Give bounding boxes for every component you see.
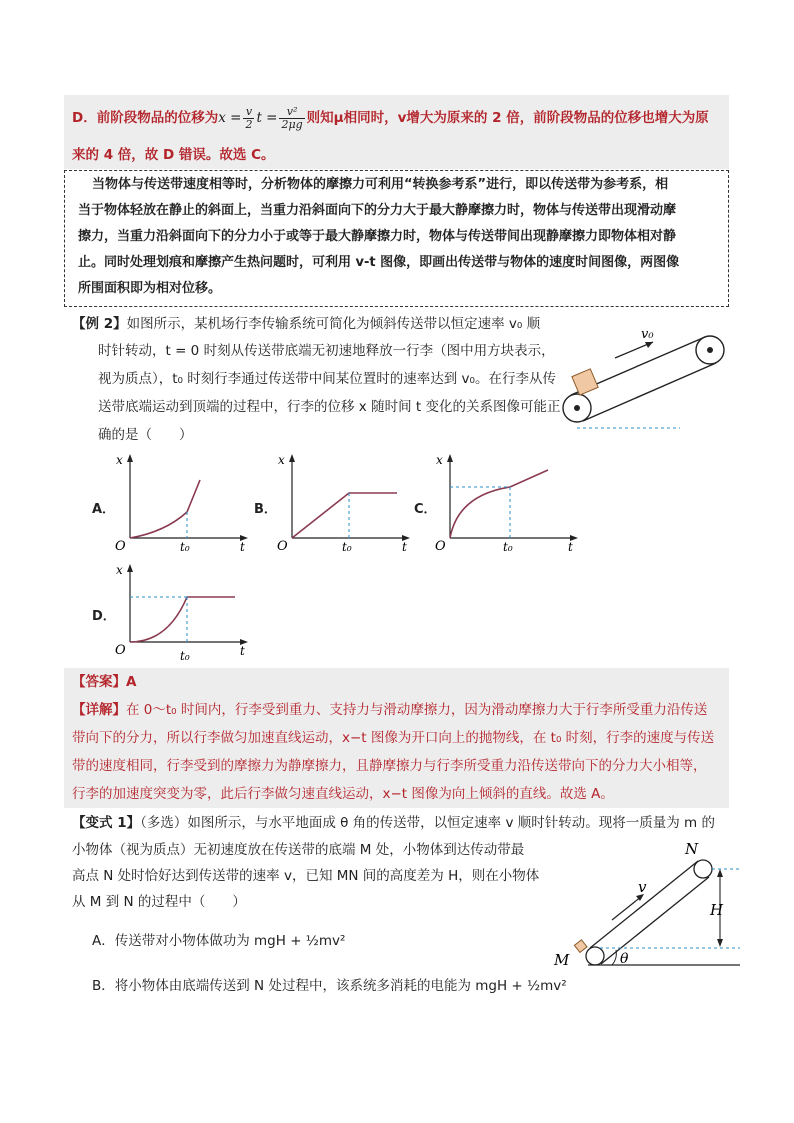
option-a-label: A． [92, 502, 116, 517]
variant1-option-a: A．传送带对小物体做功为 mgH + ½mv² [92, 933, 346, 949]
variant1-line2: 小物体（视为质点）无初速度放在传送带的底端 M 处，小物体到达传动带最 [72, 842, 525, 858]
incline-belt-figure [550, 838, 745, 973]
svg-text:t: t [240, 644, 245, 658]
option-d-label: D． [92, 609, 116, 624]
svg-text:θ: θ [620, 951, 629, 967]
example2-line3: 视为质点），t₀ 时刻行李通过传送带中间某位置时的速率达到 v₀。在行李从传 [98, 371, 556, 387]
tip-line-1: 当物体与传送带速度相等时，分析物体的摩擦力可利用“转换参考系”进行，即以传送带为参考系，相 [92, 177, 669, 192]
graph-c [430, 450, 585, 555]
svg-text:x: x [116, 453, 123, 467]
analysis-line2: 带向下的分力，所以行李做匀加速直线运动，x−t 图像为开口向上的抛物线，在 t₀ 时刻，行李的速度与传送 [72, 730, 715, 746]
svg-text:v: v [638, 878, 647, 896]
graph-b [272, 450, 417, 555]
svg-text:O: O [115, 539, 126, 554]
svg-text:t: t [402, 540, 407, 554]
variant1-option-b: B．将小物体由底端传送到 N 处过程中，该系统多消耗的电能为 mgH + ½mv² [92, 978, 567, 994]
conveyor-belt-figure [555, 320, 735, 435]
graph-d [110, 560, 255, 665]
svg-text:O: O [115, 643, 126, 658]
svg-text:t₀: t₀ [180, 540, 190, 554]
analysis-line4: 行李的加速度突变为零，此后行李做匀速直线运动，x−t 图像为向上倾斜的直线。故选 A。 [72, 786, 614, 802]
svg-text:O: O [277, 539, 288, 554]
example2-line5: 确的是（ ） [98, 427, 193, 443]
option-d-line2: 来的 4 倍，故 D 错误。故选 C。 [72, 147, 275, 163]
svg-text:x: x [436, 453, 443, 467]
belt-speed-label: v₀ [641, 327, 654, 342]
svg-text:t₀: t₀ [180, 649, 190, 663]
option-c-label: C． [414, 502, 437, 517]
option-b-label: B． [254, 502, 277, 517]
tip-line-2: 当于物体轻放在静止的斜面上，当重力沿斜面向下的分力大于最大静摩擦力时，物体与传送带出现滑动摩 [78, 203, 677, 218]
fraction-v-over-2: $\frac{v}{2}$ [245, 104, 253, 131]
svg-text:t: t [568, 540, 573, 554]
answer-line: 【答案】A [72, 674, 137, 690]
svg-text:M: M [554, 951, 570, 969]
svg-text:t: t [240, 540, 245, 554]
variant1-line4: 从 M 到 N 的过程中（ ） [72, 894, 246, 910]
svg-text:t₀: t₀ [503, 540, 513, 554]
svg-text:O: O [435, 539, 446, 554]
fraction-v2-over-2mug: $\frac{\text{v²}}{2\mu g}$ [281, 104, 303, 131]
option-d-line1: D．前阶段物品的位移为x = $\frac{v}{2}$ t = $\frac{\text{v²}}{2\mu g}$ 则知μ相同时，v增大为原来的 2 倍，前阶段物品的位移也增大为原 [72, 104, 709, 131]
analysis-line1: 【详解】在 0～t₀ 时间内，行李受到重力、支持力与滑动摩擦力，因为滑动摩擦力大于行李所受重力沿传送 [72, 702, 708, 718]
svg-text:N: N [685, 840, 699, 858]
svg-text:x: x [116, 563, 123, 577]
example2-line4: 送带底端运动到顶端的过程中，行李的位移 x 随时间 t 变化的关系图像可能正 [98, 399, 561, 415]
analysis-line3: 带的速度相同，行李受到的摩擦力为静摩擦力，且静摩擦力与行李所受重力沿传送带向下的分力大小相等， [72, 758, 707, 774]
variant1-line1: 【变式 1】（多选）如图所示，与水平地面成 θ 角的传送带，以恒定速率 v 顺时针转动。现将一质量为 m 的 [72, 815, 715, 831]
svg-text:t₀: t₀ [342, 540, 352, 554]
tip-line-4: 止。同时处理划痕和摩擦产生热问题时，可利用 v-t 图像，即画出传送带与物体的速度时间图像，两图像 [78, 255, 680, 270]
variant1-line3: 高点 N 处时恰好达到传送带的速率 v，已知 MN 间的高度差为 H，则在小物体 [72, 868, 540, 884]
svg-text:x: x [278, 453, 285, 467]
graph-a [110, 450, 255, 555]
tip-line-5: 所围面积即为相对位移。 [78, 281, 222, 296]
tip-line-3: 擦力，当重力沿斜面向下的分力小于或等于最大静摩擦力时，物体与传送带间出现静摩擦力即物体相对静 [78, 229, 677, 244]
svg-text:H: H [710, 901, 724, 919]
example2-line2: 时针转动，t = 0 时刻从传送带底端无初速地释放一行李（图中用方块表示， [98, 343, 555, 359]
example2-line1: 【例 2】如图所示，某机场行李传输系统可简化为倾斜传送带以恒定速率 v₀ 顺 [72, 316, 541, 332]
